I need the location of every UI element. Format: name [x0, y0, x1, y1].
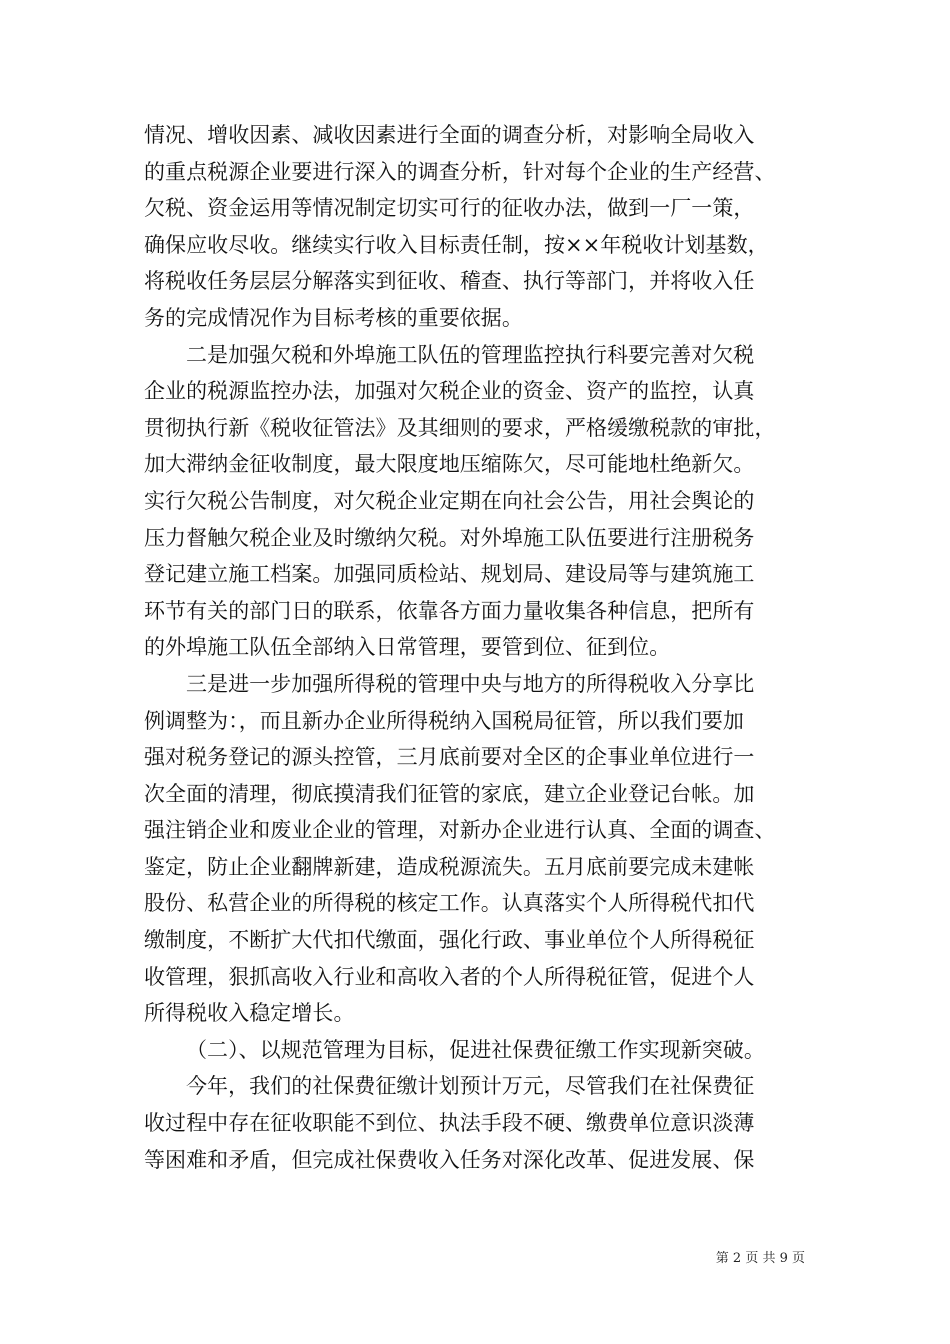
- paragraph: [144, 117, 816, 337]
- text-line: 所得税收入稳定增长。: [144, 1001, 355, 1026]
- text-line: 强对税务登记的源头控管，三月底前要对全区的企事业单位进行一: [144, 745, 755, 770]
- text-line: 强注销企业和废业企业的管理，对新办企业进行认真、全面的调查、: [144, 818, 776, 843]
- text-line: 例调整为：，而且新办企业所得税纳入国税局征管，所以我们要加: [144, 708, 744, 733]
- text-line: （二）、以规范管理为目标，促进社保费征缴工作实现新突破。: [186, 1037, 765, 1062]
- text-line: 二是加强欠税和外埠施工队伍的管理监控执行科要完善对欠税: [186, 342, 755, 367]
- text-line: 压力督触欠税企业及时缴纳欠税。对外埠施工队伍要进行注册税务: [144, 525, 755, 550]
- text-line: 缴制度，不断扩大代扣代缴面，强化行政、事业单位个人所得税征: [144, 928, 755, 953]
- paragraph: [144, 666, 816, 1032]
- text-line: 次全面的清理，彻底摸清我们征管的家底，建立企业登记台帐。加: [144, 781, 755, 806]
- page-number: 第 2 页 共 9 页: [715, 1251, 805, 1266]
- text-line: 收管理，狠抓高收入行业和高收入者的个人所得税征管，促进个人: [144, 964, 755, 989]
- text-line: 的重点税源企业要进行深入的调查分析，针对每个企业的生产经营、: [144, 159, 776, 184]
- text-line: 等困难和矛盾，但完成社保费收入任务对深化改革、促进发展、保: [144, 1147, 755, 1172]
- paragraph: [144, 1032, 816, 1069]
- text-line: 确保应收尽收。继续实行收入目标责任制，按××年税收计划基数，: [144, 232, 769, 257]
- text-line: 环节有关的部门日的联系，依靠各方面力量收集各种信息，把所有: [144, 598, 755, 623]
- text-line: 收过程中存在征收职能不到位、执法手段不硬、缴费单位意识淡薄: [144, 1111, 755, 1136]
- text-line: 将税收任务层层分解落实到征收、稽查、执行等部门，并将收入任: [144, 269, 755, 294]
- text-line: 登记建立施工档案。加强同质检站、规划局、建设局等与建筑施工: [144, 562, 755, 587]
- text-line: 鉴定，防止企业翻牌新建，造成税源流失。五月底前要完成未建帐: [144, 854, 755, 879]
- text-line: 务的完成情况作为目标考核的重要依据。: [144, 305, 523, 330]
- text-line: 情况、增收因素、减收因素进行全面的调查分析，对影响全局收入: [144, 123, 755, 147]
- text-line: 实行欠税公告制度，对欠税企业定期在向社会公告，用社会舆论的: [144, 488, 755, 513]
- text-line: 欠税、资金运用等情况制定切实可行的征收办法，做到一厂一策，: [144, 196, 755, 221]
- text-line: 贯彻执行新《税收征管法》及其细则的要求，严格缓缴税款的审批，: [144, 415, 776, 440]
- text-line: 三是进一步加强所得税的管理中央与地方的所得税收入分享比: [186, 671, 755, 696]
- text-line: 股份、私营企业的所得税的核定工作。认真落实个人所得税代扣代: [144, 891, 755, 916]
- paragraph: [144, 337, 816, 666]
- text-line: 企业的税源监控办法，加强对欠税企业的资金、资产的监控，认真: [144, 379, 755, 404]
- document-body: [144, 117, 816, 1178]
- text-line: 的外埠施工队伍全部纳入日常管理，要管到位、征到位。: [144, 635, 671, 660]
- text-line: 加大滞纳金征收制度，最大限度地压缩陈欠，尽可能地杜绝新欠。: [144, 452, 755, 477]
- text-line: 今年，我们的社保费征缴计划预计万元，尽管我们在社保费征: [186, 1074, 755, 1099]
- paragraph: [144, 1068, 816, 1178]
